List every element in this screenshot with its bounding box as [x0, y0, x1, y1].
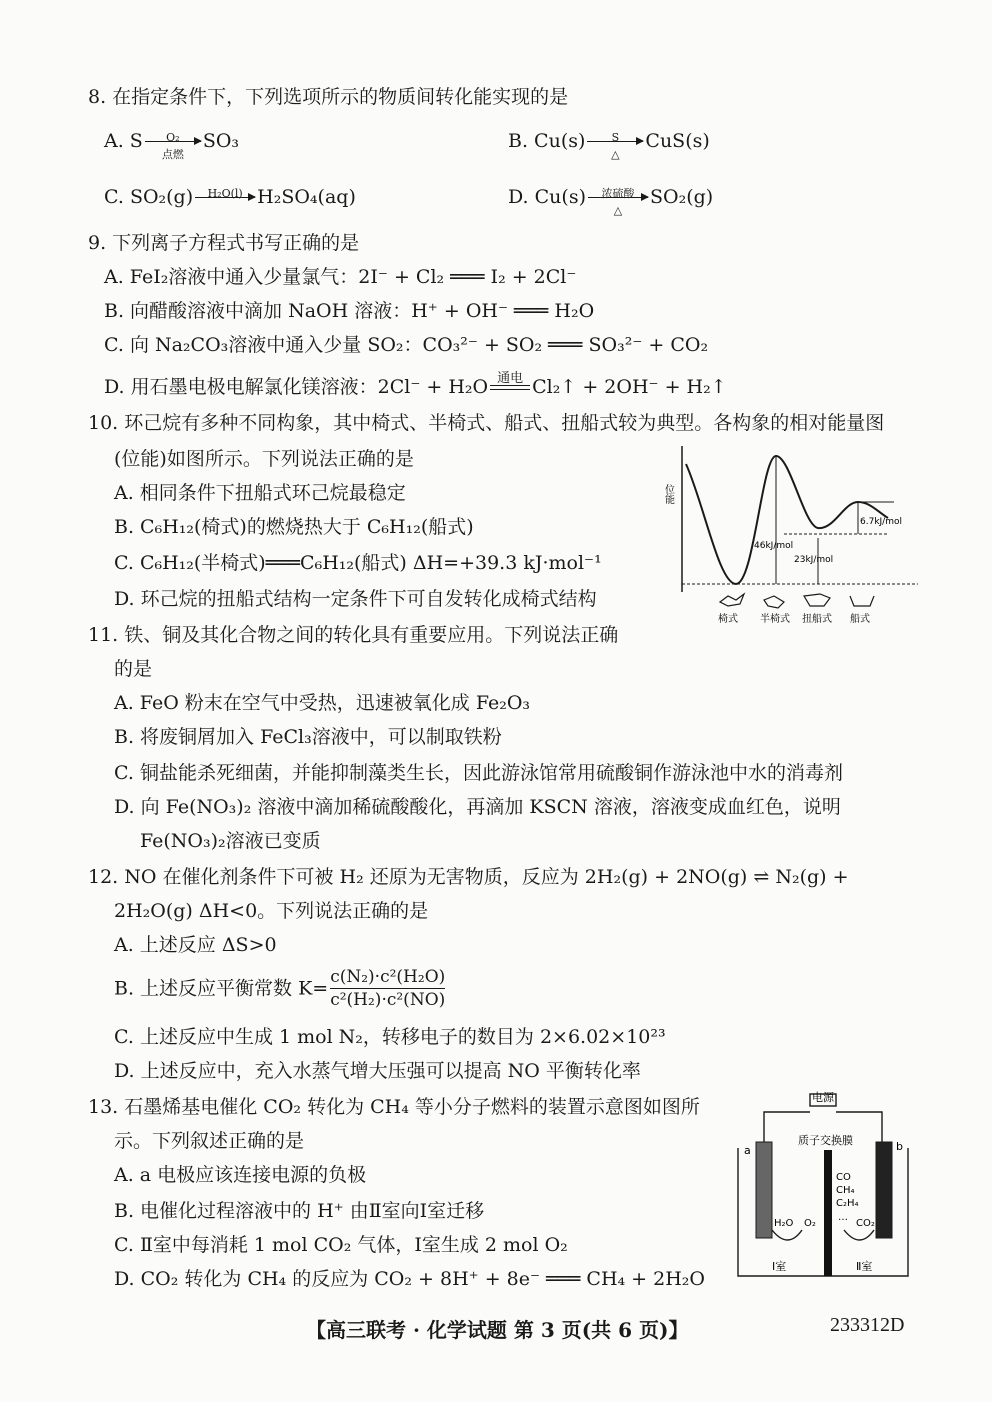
- label-6-7kj: 6.7kJ/mol: [860, 517, 902, 527]
- q11-option-b[interactable]: B. 将废铜屑加入 FeCl₃溶液中，可以制取铁粉: [114, 726, 502, 748]
- q8-c-product: H₂SO₄(aq): [257, 186, 356, 208]
- q13-option-b[interactable]: B. 电催化过程溶液中的 H⁺ 由Ⅱ室向Ⅰ室迁移: [114, 1200, 485, 1222]
- species-co2: CO₂: [856, 1218, 875, 1229]
- reaction-arrow-icon: [145, 128, 201, 161]
- q10-stem-line1: 10. 环己烷有多种不同构象，其中椅式、半椅式、船式、扭船式较为典型。各构象的相对能量图: [88, 412, 885, 434]
- q13-option-c[interactable]: C. Ⅱ室中每消耗 1 mol CO₂ 气体，Ⅰ室生成 2 mol O₂: [114, 1234, 568, 1256]
- q10-option-c[interactable]: C. C₆H₁₂(半椅式)═══C₆H₁₂(船式) ΔH=+39.3 kJ·mol⁻¹: [114, 552, 602, 574]
- left-cycle-arrow: [772, 1230, 802, 1240]
- q9-option-a[interactable]: A. FeI₂溶液中通入少量氯气：2I⁻ + Cl₂ ═══ I₂ + 2Cl⁻: [104, 266, 577, 288]
- electrode-b-label: b: [896, 1140, 903, 1153]
- q8-d-product: SO₂(g): [650, 186, 714, 208]
- q9-option-c[interactable]: C. 向 Na₂CO₃溶液中通入少量 SO₂：CO₃²⁻ + SO₂ ═══ SO₃²⁻ + CO₂: [104, 334, 709, 356]
- proton-exchange-membrane: [824, 1150, 832, 1276]
- boat-conformer-icon: [850, 596, 874, 606]
- q8-option-b[interactable]: [508, 128, 710, 161]
- reaction-arrow-icon: [587, 128, 643, 161]
- species-o2: O₂: [804, 1218, 816, 1229]
- product-more: …: [838, 1212, 848, 1223]
- conformer-half-chair: 半椅式: [760, 614, 790, 625]
- electrode-a-label: a: [744, 1144, 751, 1157]
- q9-d-right: Cl₂↑ + 2OH⁻ + H₂↑: [532, 376, 727, 398]
- electrode-a: [756, 1142, 772, 1238]
- q8-d-below: △: [613, 204, 623, 217]
- q11-stem-line1: 11. 铁、铜及其化合物之间的转化具有重要应用。下列说法正确: [88, 624, 619, 646]
- q9-option-d[interactable]: [104, 371, 727, 400]
- q11-stem-line2: 的是: [114, 658, 153, 680]
- q9-option-b[interactable]: B. 向醋酸溶液中滴加 NaOH 溶液：H⁺ + OH⁻ ═══ H₂O: [104, 300, 595, 322]
- q10-option-b[interactable]: B. C₆H₁₂(椅式)的燃烧热大于 C₆H₁₂(船式): [114, 516, 474, 538]
- product-ch4: CH₄: [836, 1185, 855, 1196]
- q12-option-b[interactable]: [114, 966, 445, 1022]
- q13-stem-line2: 示。下列叙述正确的是: [114, 1130, 305, 1152]
- q9-d-cond: 通电: [497, 371, 524, 386]
- q8-a-product: SO₃: [202, 130, 240, 152]
- energy-ylabel: 位能: [662, 484, 674, 504]
- chair-conformer-icon: [720, 594, 744, 606]
- product-c2h4: C₂H₄: [836, 1198, 859, 1209]
- page-footer: 【高三联考 · 化学试题 第 3 页(共 6 页)】: [306, 1318, 689, 1342]
- label-46kj: 46kJ/mol: [754, 541, 794, 551]
- q13-stem-line1: 13. 石墨烯基电催化 CO₂ 转化为 CH₄ 等小分子燃料的装置示意图如图所: [88, 1096, 700, 1118]
- q8-d-label: D. Cu(s): [508, 186, 586, 208]
- q10-stem-line2: (位能)如图所示。下列说法正确的是: [114, 448, 414, 470]
- q8-stem: 8. 在指定条件下，下列选项所示的物质间转化能实现的是: [88, 86, 569, 108]
- q12-stem-line2: 2H₂O(g) ΔH<0。下列说法正确的是: [114, 900, 429, 922]
- reaction-arrow-icon: [195, 184, 255, 210]
- q12-b-pre: B. 上述反应平衡常数 K=: [114, 977, 329, 1000]
- q8-option-c[interactable]: [104, 184, 356, 210]
- q8-option-d[interactable]: [508, 184, 714, 217]
- room-2-label: Ⅱ室: [856, 1260, 873, 1273]
- exam-code: 233312D: [830, 1314, 905, 1336]
- q12-option-d[interactable]: D. 上述反应中，充入水蒸气增大压强可以提高 NO 平衡转化率: [114, 1060, 641, 1082]
- equals-sign-icon: [488, 371, 532, 400]
- q8-b-below: △: [611, 148, 620, 161]
- q8-option-a[interactable]: [104, 128, 240, 161]
- energy-diagram: [664, 444, 922, 654]
- q11-option-a[interactable]: A. FeO 粉末在空气中受热，迅速被氧化成 Fe₂O₃: [114, 692, 531, 714]
- q8-c-label: C. SO₂(g): [104, 186, 194, 208]
- q8-b-product: CuS(s): [645, 130, 710, 152]
- membrane-label: 质子交换膜: [798, 1134, 853, 1147]
- conformer-boat: 船式: [850, 614, 870, 625]
- q10-option-d[interactable]: D. 环己烷的扭船式结构一定条件下可自发转化成椅式结构: [114, 588, 597, 610]
- q8-a-above: O₂: [166, 131, 180, 144]
- electrode-b: [876, 1142, 892, 1238]
- q13-option-a[interactable]: A. a 电极应该连接电源的负极: [114, 1164, 367, 1186]
- q13-option-d[interactable]: D. CO₂ 转化为 CH₄ 的反应为 CO₂ + 8H⁺ + 8e⁻ ═══ CH₄ + 2H₂O: [114, 1268, 705, 1290]
- electrolysis-diagram: [732, 1090, 912, 1286]
- q12-b-denominator: c²(H₂)·c²(NO): [330, 990, 446, 1010]
- q8-b-above: S: [611, 131, 620, 144]
- conformer-chair: 椅式: [718, 614, 738, 625]
- q11-option-d-line2: Fe(NO₃)₂溶液已变质: [140, 830, 321, 852]
- equilibrium-fraction: [330, 966, 445, 1011]
- right-cycle-arrow: [844, 1230, 874, 1240]
- q9-d-left: D. 用石墨电极电解氯化镁溶液：2Cl⁻ + H₂O: [104, 376, 489, 398]
- q9-stem: 9. 下列离子方程式书写正确的是: [88, 232, 360, 254]
- q11-option-d-line1[interactable]: D. 向 Fe(NO₃)₂ 溶液中滴加稀硫酸酸化，再滴加 KSCN 溶液，溶液变成血红色，说明: [114, 796, 841, 818]
- half-chair-conformer-icon: [764, 596, 784, 608]
- q8-b-label: B. Cu(s): [508, 130, 586, 152]
- product-co: CO: [836, 1172, 851, 1183]
- q12-b-numerator: c(N₂)·c²(H₂O): [330, 967, 446, 987]
- conformer-twist-boat: 扭船式: [802, 614, 832, 625]
- twist-boat-conformer-icon: [804, 594, 830, 606]
- label-23kj: 23kJ/mol: [794, 555, 834, 565]
- q8-d-above: 浓硫酸: [601, 187, 635, 200]
- q8-a-below: 点燃: [161, 148, 184, 161]
- reaction-arrow-icon: [588, 184, 648, 217]
- q10-option-a[interactable]: A. 相同条件下扭船式环己烷最稳定: [114, 482, 406, 504]
- q12-stem-line1: 12. NO 在催化剂条件下可被 H₂ 还原为无害物质，反应为 2H₂(g) + 2NO(g) ⇌ N₂(g) +: [88, 866, 849, 888]
- q8-c-above: H₂O(l): [207, 187, 243, 200]
- q8-a-label: A. S: [104, 130, 143, 152]
- q11-option-c[interactable]: C. 铜盐能杀死细菌，并能抑制藻类生长，因此游泳馆常用硫酸铜作游泳池中水的消毒剂: [114, 762, 843, 784]
- q12-option-a[interactable]: A. 上述反应 ΔS>0: [114, 934, 277, 956]
- q12-option-c[interactable]: C. 上述反应中生成 1 mol N₂，转移电子的数目为 2×6.02×10²³: [114, 1026, 666, 1048]
- species-h2o: H₂O: [774, 1218, 794, 1229]
- power-label: 电源: [812, 1091, 834, 1104]
- room-1-label: Ⅰ室: [772, 1260, 787, 1273]
